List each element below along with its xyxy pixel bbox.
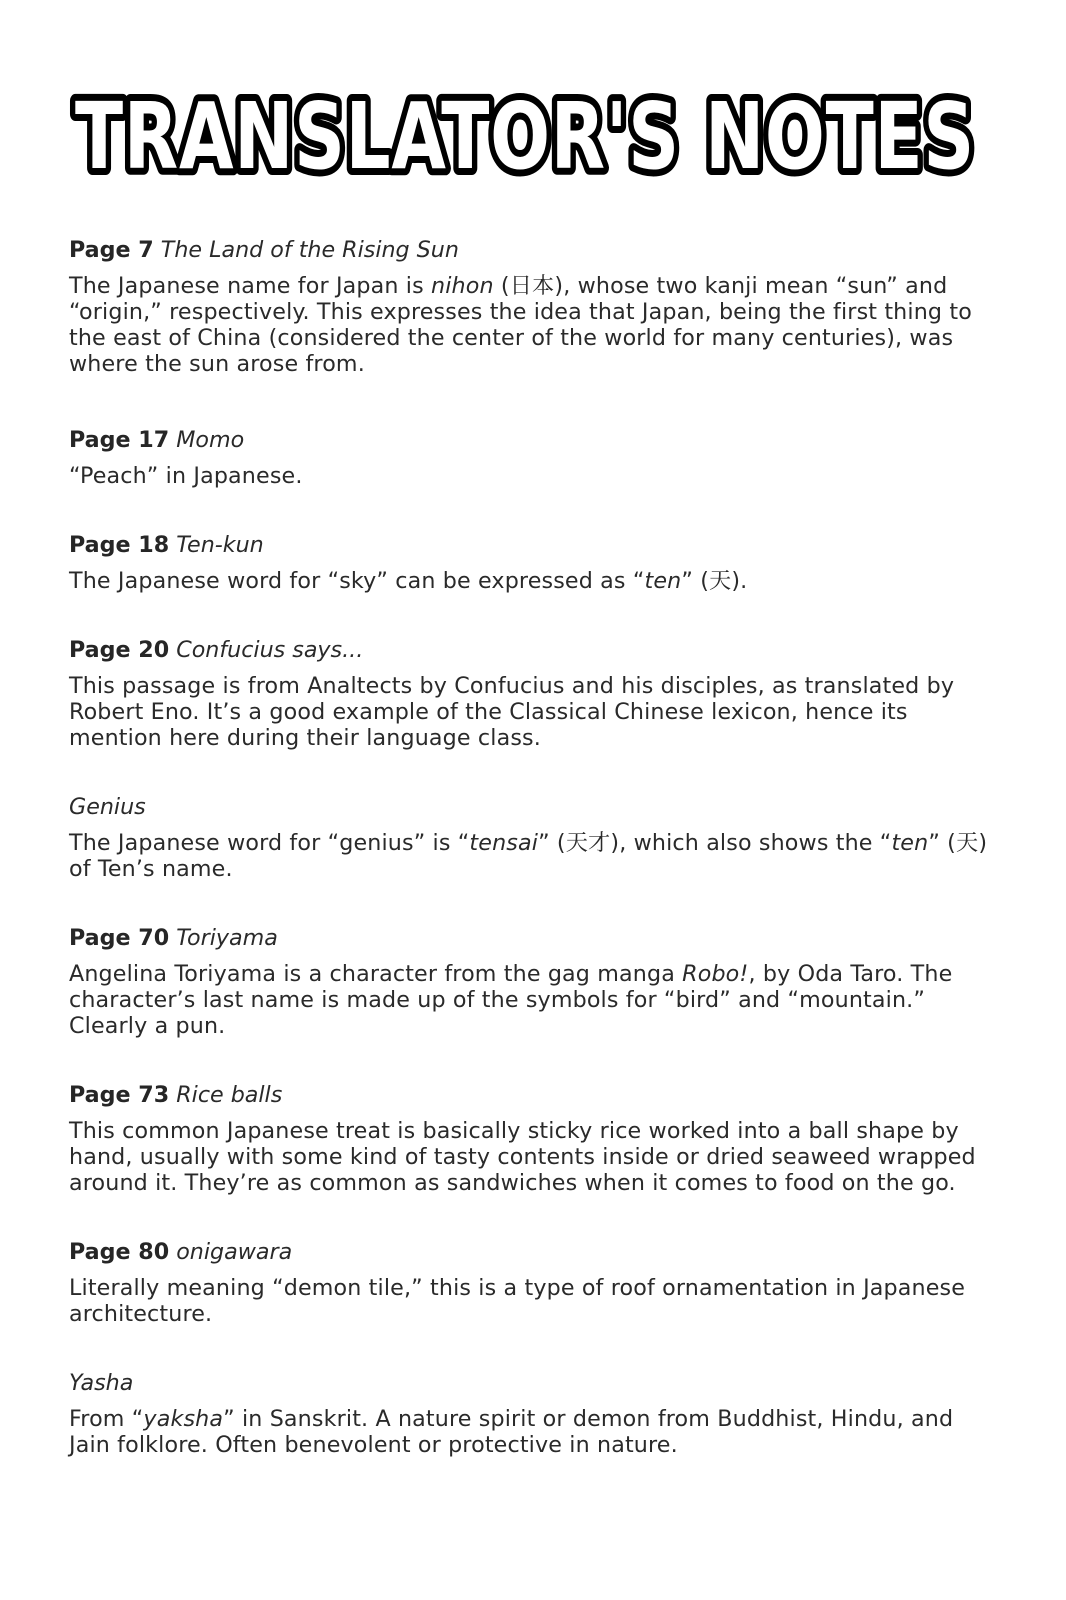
note-page-20	[69, 637, 999, 751]
note-title: Ten-kun	[176, 532, 264, 558]
note-heading	[69, 794, 999, 820]
page-title-fill: TRANSLATOR'S NOTES	[75, 83, 975, 190]
note-page-number: Page 70	[69, 925, 170, 951]
note-yasha	[69, 1370, 999, 1458]
note-italic-term: Robo!	[682, 961, 749, 987]
page-title-lettering	[60, 80, 990, 195]
note-page-70	[69, 925, 999, 1039]
note-body: “Peach” in Japanese.	[69, 463, 303, 489]
note-heading	[69, 925, 999, 951]
note-italic-term: tensai	[469, 830, 539, 856]
note-body: The Japanese word for “genius” is “tensai” (天才), which also shows the “ten” (天) of Ten’s name.	[69, 830, 988, 882]
note-title: Yasha	[69, 1370, 134, 1396]
note-body: This common Japanese treat is basically sticky rice worked into a ball shape by hand, usually with some kind of tasty contents inside or dried seaweed wrapped around it. They’re as common as sandwiches when it comes to food on the go.	[69, 1118, 976, 1196]
note-body: The Japanese word for “sky” can be expressed as “ten” (天).	[69, 568, 748, 594]
note-title: The Land of the Rising Sun	[160, 237, 459, 263]
notes-list	[69, 237, 999, 1458]
note-heading	[69, 427, 999, 453]
note-body: Angelina Toriyama is a character from the gag manga Robo!, by Oda Taro. The character’s last name is made up of the symbols for “bird” and “mountain.” Clearly a pun.	[69, 961, 953, 1039]
note-title: onigawara	[176, 1239, 293, 1265]
note-page-number: Page 17	[69, 427, 170, 453]
note-italic-term: ten	[644, 568, 682, 594]
note-title: Momo	[176, 427, 245, 453]
note-italic-term: nihon	[431, 273, 494, 299]
note-body: Literally meaning “demon tile,” this is a type of roof ornamentation in Japanese architecture.	[69, 1275, 966, 1327]
note-page-number: Page 73	[69, 1082, 170, 1108]
note-heading	[69, 1082, 999, 1108]
note-title: Rice balls	[176, 1082, 283, 1108]
note-title: Genius	[69, 794, 146, 820]
note-title: Toriyama	[176, 925, 278, 951]
note-page-17	[69, 427, 999, 489]
note-page-number: Page 80	[69, 1239, 170, 1265]
note-page-80	[69, 1239, 999, 1327]
note-heading	[69, 1370, 999, 1396]
page-title-outline: TRANSLATOR'S NOTES	[75, 83, 975, 190]
note-title: Confucius says...	[176, 637, 364, 663]
note-body: This passage is from Analtects by Confucius and his disciples, as translated by Robert Eno. It’s a good example of the Classical Chinese lexicon, hence its mention here during their language class.	[69, 673, 955, 751]
note-italic-term: yaksha	[143, 1406, 224, 1432]
note-page-7	[69, 237, 999, 377]
note-page-number: Page 18	[69, 532, 170, 558]
note-body: The Japanese name for Japan is nihon (日本), whose two kanji mean “sun” and “origin,” respectively. This expresses the idea that Japan, being the first thing to the east of China (considered the center of the world for many centuries), was where the sun arose from.	[69, 273, 972, 377]
note-heading	[69, 1239, 999, 1265]
note-page-18	[69, 532, 999, 594]
note-page-number: Page 20	[69, 637, 170, 663]
note-heading	[69, 237, 999, 263]
note-heading	[69, 532, 999, 558]
note-body: From “yaksha” in Sanskrit. A nature spirit or demon from Buddhist, Hindu, and Jain folklore. Often benevolent or protective in nature.	[69, 1406, 954, 1458]
note-genius	[69, 794, 999, 882]
note-italic-term: ten	[891, 830, 929, 856]
note-heading	[69, 637, 999, 663]
note-page-73	[69, 1082, 999, 1196]
page-title	[60, 80, 990, 195]
note-page-number: Page 7	[69, 237, 154, 263]
